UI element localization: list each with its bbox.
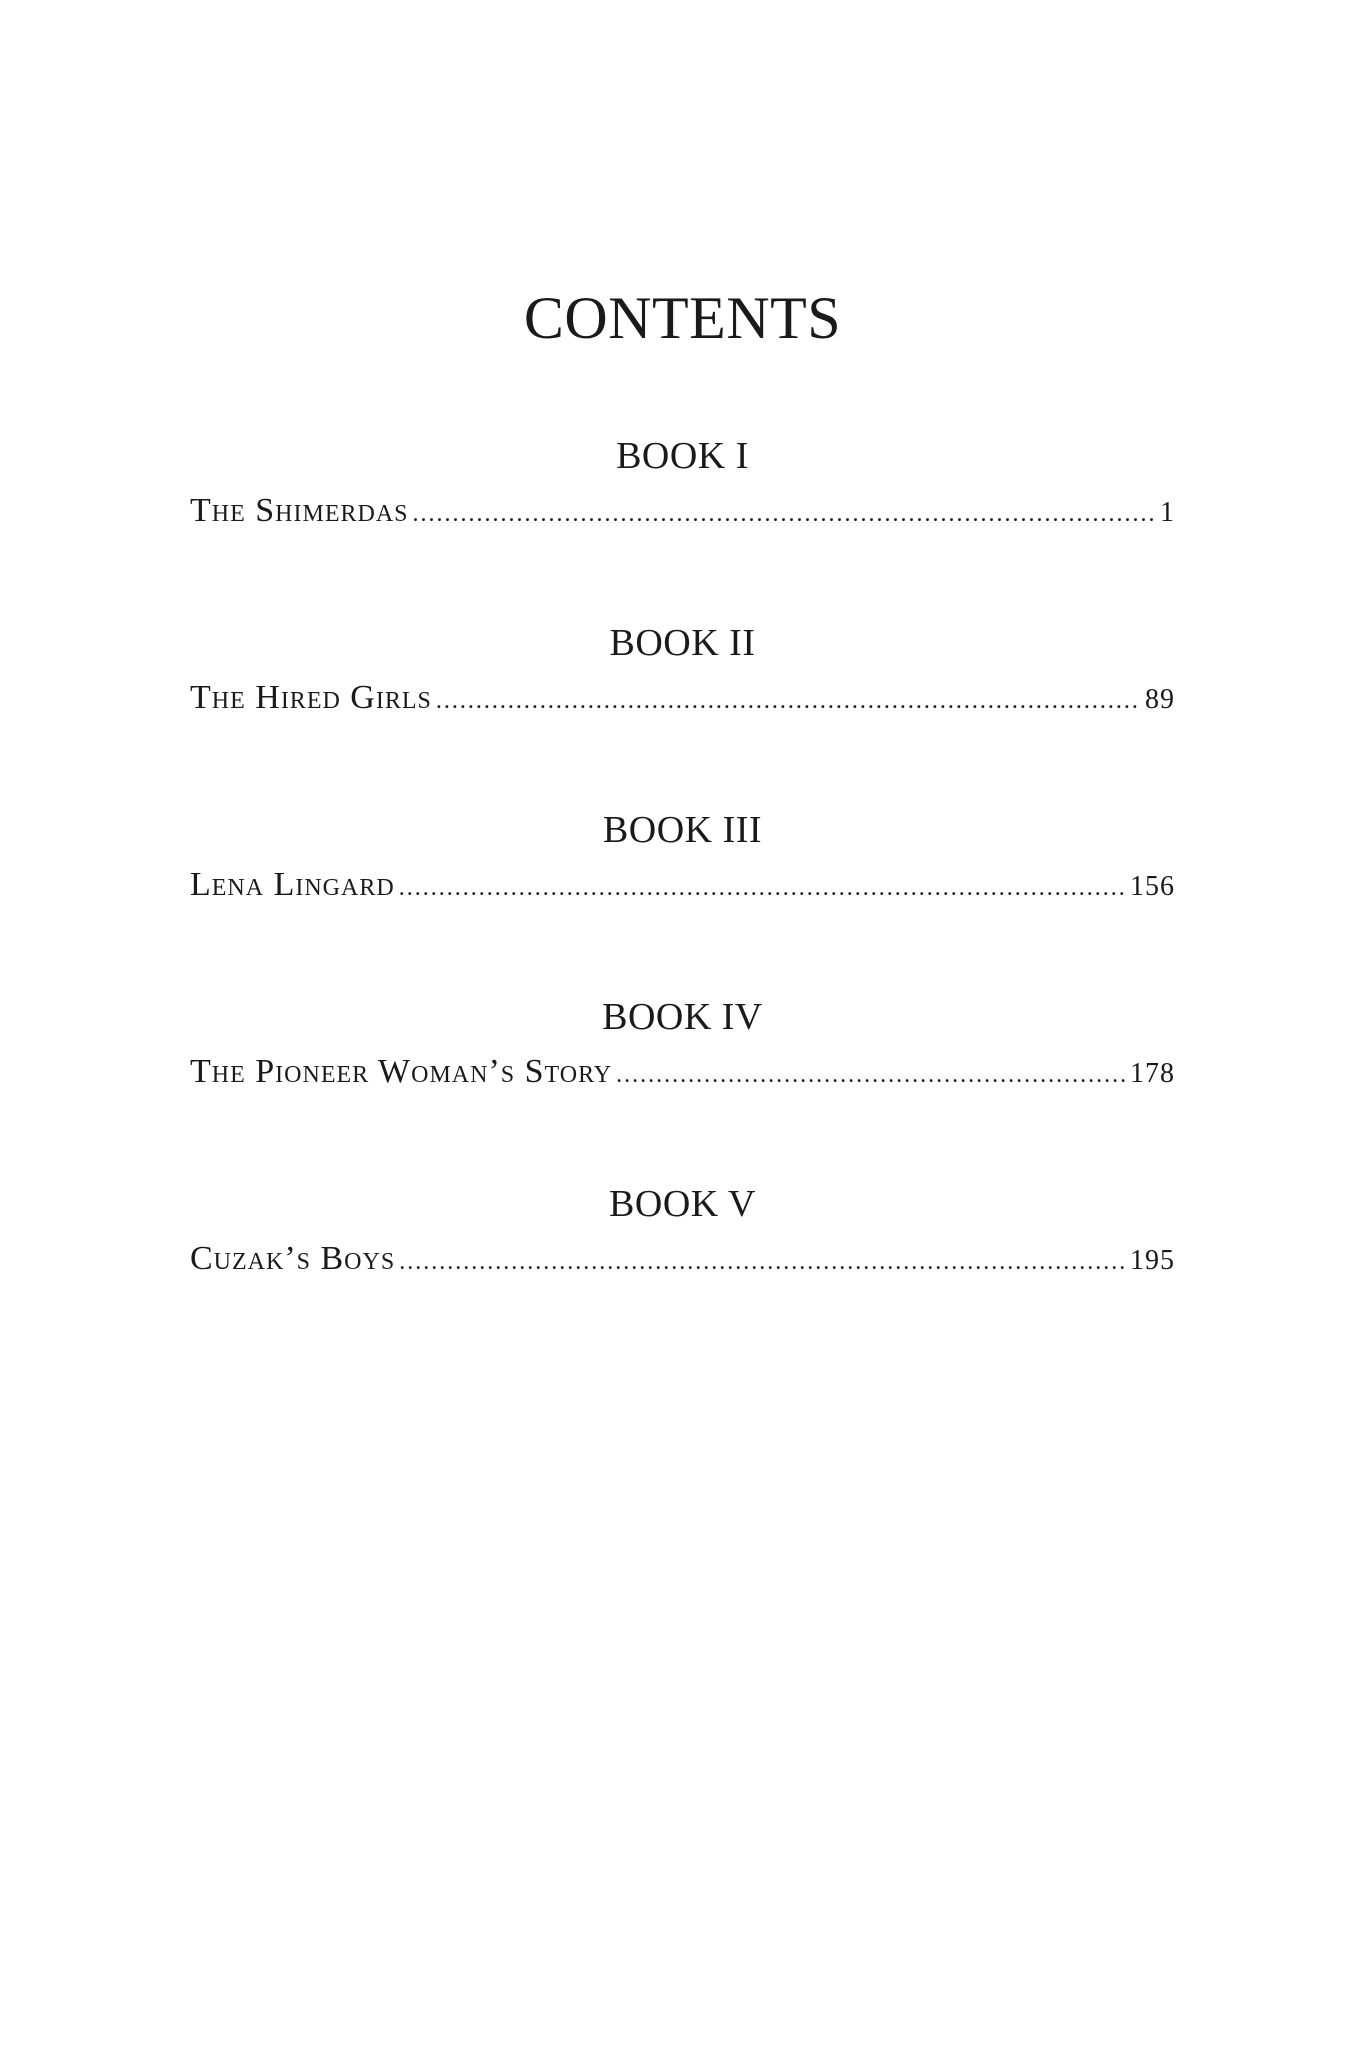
toc-entry-page: 178: [1130, 1058, 1175, 1089]
toc-entry-page: 195: [1130, 1245, 1175, 1276]
toc-entry-page: 89: [1145, 684, 1175, 715]
toc-entry-page: 156: [1130, 871, 1175, 902]
book-heading: BOOK I: [616, 435, 749, 477]
toc-entry[interactable]: [190, 1237, 1175, 1284]
toc-entry[interactable]: [190, 489, 1175, 536]
book-heading: BOOK V: [609, 1183, 756, 1225]
toc-section-book-5: [190, 1181, 1175, 1284]
toc-entry-title: The Shimerdas: [190, 492, 409, 529]
dot-leader: [413, 492, 1156, 536]
toc-entry-title: Cuzak’s Boys: [190, 1240, 396, 1277]
toc-entry[interactable]: [190, 863, 1175, 910]
dot-leader: [399, 1240, 1126, 1284]
toc-entry[interactable]: [190, 1050, 1175, 1097]
toc-entry-title: Lena Lingard: [190, 866, 395, 903]
toc-section-book-1: [190, 433, 1175, 536]
book-heading: BOOK III: [602, 809, 763, 851]
toc-section-book-3: [190, 807, 1175, 910]
dot-leader: [616, 1053, 1126, 1097]
toc-entry-page: 1: [1160, 497, 1175, 528]
dot-leader: [399, 866, 1126, 910]
page-title: CONTENTS: [523, 285, 842, 351]
toc-entry-title: The Hired Girls: [190, 679, 432, 716]
toc-entry-title: The Pioneer Woman’s Story: [190, 1053, 613, 1090]
book-heading: BOOK II: [609, 622, 756, 664]
book-heading: BOOK IV: [602, 996, 763, 1038]
toc-entry[interactable]: [190, 676, 1175, 723]
toc-section-book-2: [190, 620, 1175, 723]
dot-leader: [436, 679, 1141, 723]
toc-section-book-4: [190, 994, 1175, 1097]
